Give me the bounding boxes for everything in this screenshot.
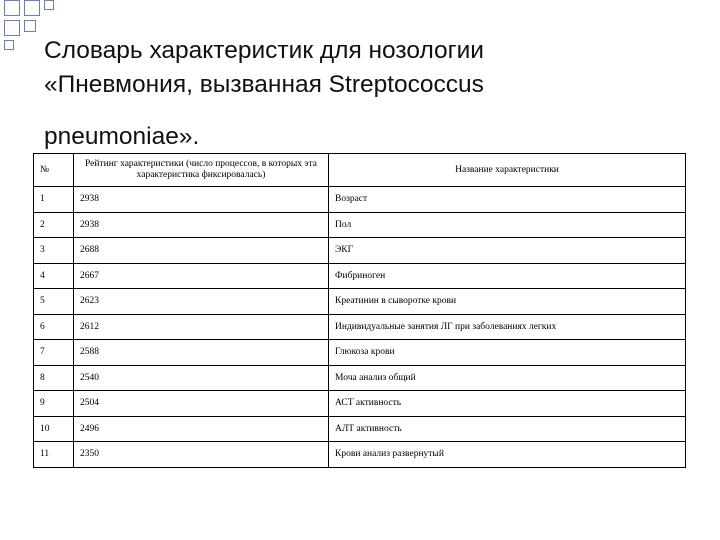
cell-number: 2 <box>34 212 74 238</box>
cell-number: 11 <box>34 442 74 468</box>
cell-rating: 2623 <box>74 289 329 315</box>
table-row <box>34 238 686 264</box>
cell-rating: 2496 <box>74 416 329 442</box>
table-row <box>34 263 686 289</box>
cell-rating: 2504 <box>74 391 329 417</box>
title-line-3: pneumoniae». <box>44 123 200 150</box>
header-rating: Рейтинг характеристики (число процессов, в которых эта характеристика фиксировалась) <box>74 154 329 187</box>
cell-name: ЭКГ <box>329 238 686 264</box>
cell-number: 3 <box>34 238 74 264</box>
cell-name: Глюкоза крови <box>329 340 686 366</box>
cell-number: 7 <box>34 340 74 366</box>
title-line-2: «Пневмония, вызванная Streptococcus <box>44 71 484 98</box>
cell-name: АСТ активность <box>329 391 686 417</box>
cell-rating: 2588 <box>74 340 329 366</box>
cell-number: 5 <box>34 289 74 315</box>
title-line-1: Словарь характеристик для нозологии <box>44 37 484 64</box>
cell-name: Моча анализ общий <box>329 365 686 391</box>
cell-number: 10 <box>34 416 74 442</box>
table-row <box>34 187 686 213</box>
cell-name: Индивидуальные занятия ЛГ при заболеваниях легких <box>329 314 686 340</box>
characteristics-table <box>33 153 686 468</box>
table-header-row <box>34 154 686 187</box>
cell-name: Возраст <box>329 187 686 213</box>
table-row <box>34 365 686 391</box>
table-row <box>34 416 686 442</box>
cell-name: АЛТ активность <box>329 416 686 442</box>
table-row <box>34 340 686 366</box>
cell-rating: 2350 <box>74 442 329 468</box>
cell-number: 9 <box>34 391 74 417</box>
cell-number: 1 <box>34 187 74 213</box>
cell-name: Пол <box>329 212 686 238</box>
table-row <box>34 212 686 238</box>
cell-rating: 2540 <box>74 365 329 391</box>
header-name: Название характеристики <box>329 154 686 187</box>
table-row <box>34 391 686 417</box>
cell-rating: 2612 <box>74 314 329 340</box>
table-row <box>34 314 686 340</box>
header-number: № <box>34 154 74 187</box>
cell-number: 8 <box>34 365 74 391</box>
cell-name: Крови анализ развернутый <box>329 442 686 468</box>
cell-rating: 2688 <box>74 238 329 264</box>
slide-title <box>44 34 684 154</box>
cell-rating: 2667 <box>74 263 329 289</box>
cell-rating: 2938 <box>74 187 329 213</box>
table-row <box>34 442 686 468</box>
cell-rating: 2938 <box>74 212 329 238</box>
cell-name: Фибриноген <box>329 263 686 289</box>
table-row <box>34 289 686 315</box>
cell-number: 4 <box>34 263 74 289</box>
cell-name: Креатинин в сыворотке крови <box>329 289 686 315</box>
cell-number: 6 <box>34 314 74 340</box>
